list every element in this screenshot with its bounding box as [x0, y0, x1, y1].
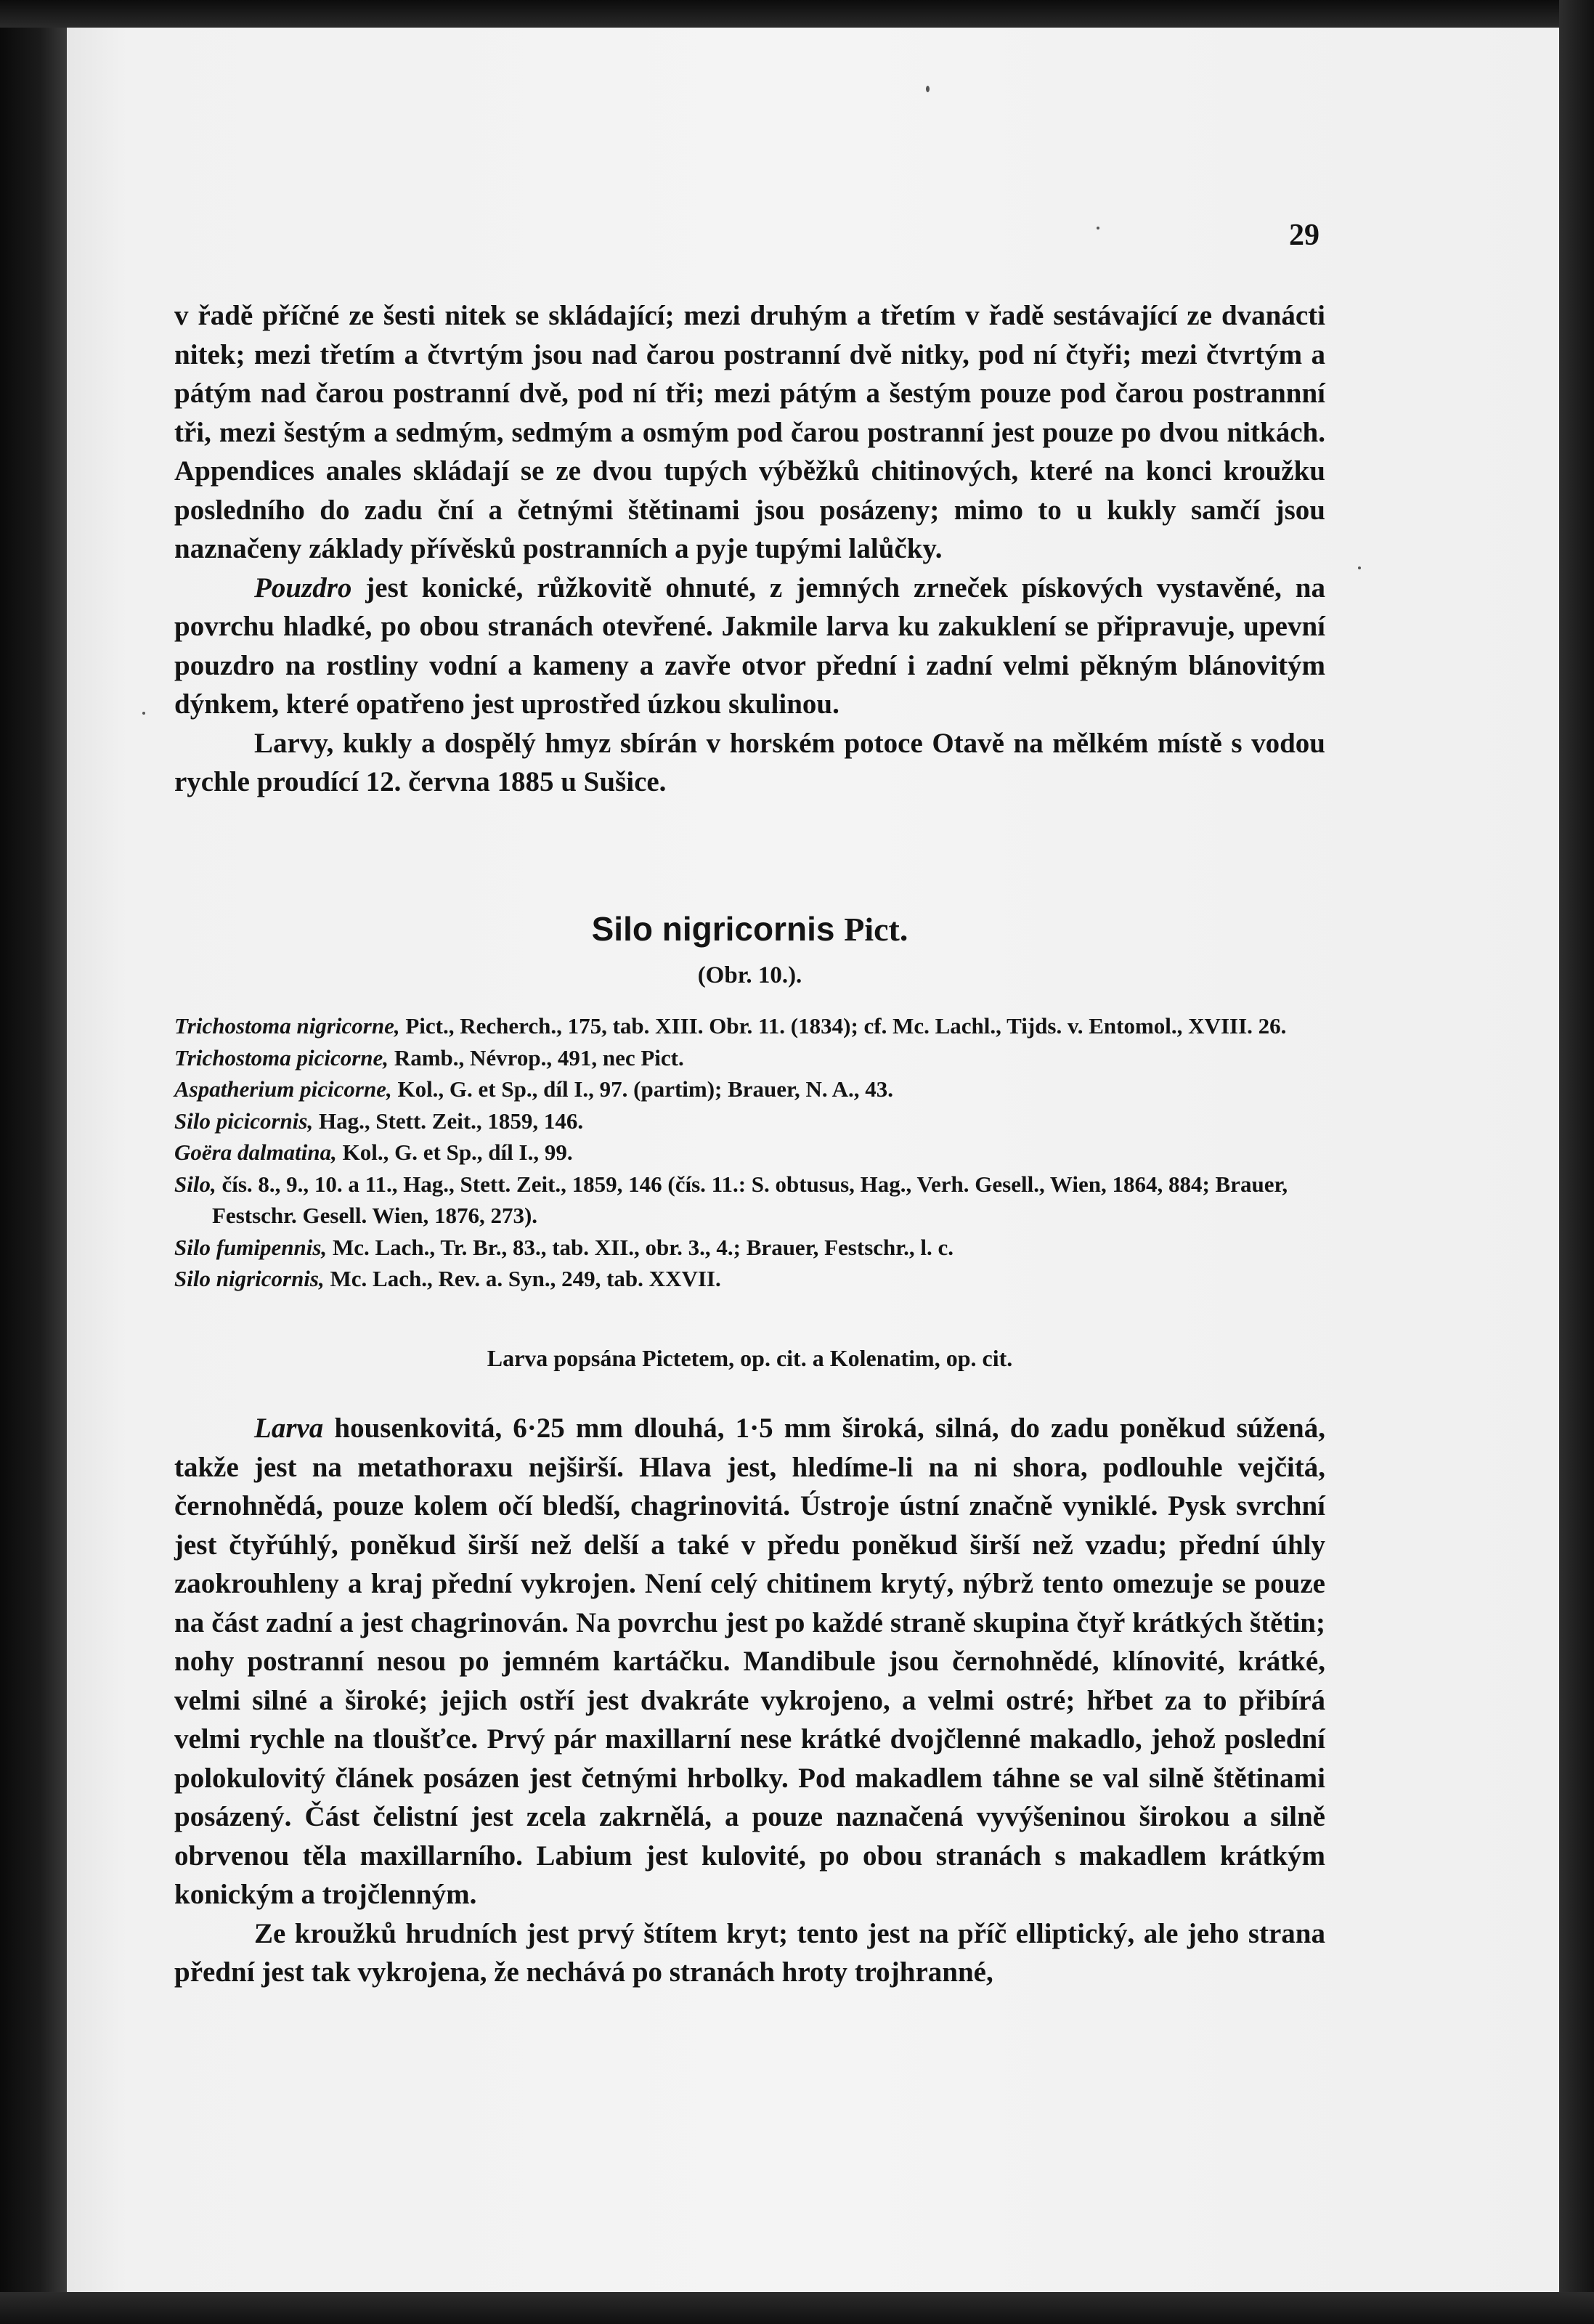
synonym-taxon: Silo fumipennis, [174, 1234, 328, 1260]
scan-shadow-bottom [0, 2292, 1594, 2324]
synonym-citation: Mc. Lach., Rev. a. Syn., 249, tab. XXVII. [324, 1266, 721, 1291]
scan-shadow-right [1559, 0, 1594, 2324]
pouzdro-text: jest konické, růžkovitě ohnuté, z jemných zrneček pískových vystavěné, na povrchu hladké, po obou stranách otevřené. Jakmile larva ku zakuklení se připravuje, upevní pouzdro na rostliny vodní a kameny a zavře otvor přední i zadní velmi pěkným blánovitým dýnkem, které opatřeno jest uprostřed úzkou skulinou. [174, 572, 1325, 720]
pouzdro-term: Pouzdro [254, 572, 352, 604]
synonym-taxon: Silo picicornis, [174, 1108, 314, 1134]
scan-speck [142, 712, 145, 715]
species-heading [174, 909, 1325, 948]
synonym-citation: Mc. Lach., Tr. Br., 83., tab. XII., obr. 3., 4.; Brauer, Festschr., l. c. [327, 1234, 954, 1260]
synonym-citation: čís. 8., 9., 10. a 11., Hag., Stett. Zeit., 1859, 146 (čís. 11.: S. obtusus, Hag., Verh. Gesell., Wien, 1864, 884; Brauer, Festschr. Gesell. Wien, 1876, 273). [212, 1171, 1288, 1228]
synonym-taxon: Trichostoma picicorne, [174, 1044, 389, 1070]
synonymy-list [174, 1010, 1325, 1295]
synonym-entry [174, 1232, 1325, 1264]
larva-text: housenkovitá, 6·25 mm dlouhá, 1·5 mm široká, silná, do zadu poněkud súžená, takže jest na metathoraxu nejširší. Hlava jest, hledíme-li na ni shora, podlouhle vejčitá, černohnědá, pouze kolem očí bledší, chagrinovitá. Ústroje ústní značně vyniklé. Pysk svrchní jest čtyřúhlý, poněkud širší než delší a také v předu poněkud širší než vzadu; přední úhly zaokrouhleny a kraj přední vykrojen. Není celý chitinem krytý, nýbrž tento omezuje se pouze na část zadní a jest chagrinován. Na povrchu jest po každé straně skupina čtyř krátkých štětin; nohy postranní nesou po jemném kartáčku. Mandibule jsou černohnědé, klínovité, krátké, velmi silné a široké; jejich ostří jest dvakráte vykrojeno, a velmi ostré; hřbet za to přibírá velmi rychle na tloušťce. Prvý pár maxillarní nese krátké dvojčlenné makadlo, jehož poslední polokulovitý článek posázen jest četnými hrbolky. Pod makadlem táhne se val silně štětinami posázený. Část čelistní jest zcela zakrnělá, a pouze naznačená vyvýšeninou širokou a silně obrvenou těla maxillarního. Labium jest kulovité, po obou stranách s makadlem krátkým konickým a trojčlenným. [174, 1413, 1325, 1910]
synonym-entry [174, 1073, 1325, 1105]
species-name: Silo nigricornis [591, 910, 835, 948]
scan-speck [1097, 227, 1099, 229]
scan-speck [1358, 566, 1361, 569]
synonym-citation: Kol., G. et Sp., díl I., 99. [336, 1139, 573, 1165]
figure-reference: (Obr. 10.). [697, 962, 802, 988]
synonym-entry [174, 1042, 1325, 1074]
continued-paragraph: v řadě příčné ze šesti nitek se skládající; mezi druhým a třetím v řadě sestávající ze dvanácti nitek; mezi třetím a čtvrtým jsou nad čarou postranní dvě nitky, pod ní čtyři; mezi čtvrtým a pátým nad čarou postranní dvě, pod ní tři; mezi pátým a šestým pouze pod čarou postrannní tři, mezi šestým a sedmým, sedmým a osmým pod čarou postranní jest pouze po dvou nitkách. Appendices anales skládají se ze dvou tupých výběžků chitinových, které na konci kroužku posledního do zadu ční a četnými štětinami jsou posázeny; mimo to u kukly samčí jsou naznačeny základy přívěsků postranních a pyje tupými lalůčky. [174, 300, 1325, 564]
synonym-taxon: Silo, [174, 1171, 216, 1197]
scan-speck [926, 86, 930, 92]
synonym-entry [174, 1169, 1325, 1232]
pouzdro-paragraph [174, 569, 1325, 724]
larvy-paragraph: Larvy, kukly a dospělý hmyz sbírán v horském potoce Otavě na mělkém místě s vodou rychle proudící 12. června 1885 u Sušice. [174, 727, 1325, 797]
synonym-taxon: Goëra dalmatina, [174, 1139, 337, 1165]
synonym-entry [174, 1010, 1325, 1042]
synonym-entry [174, 1263, 1325, 1295]
intro-paragraph-block [174, 296, 1325, 802]
synonym-entry [174, 1137, 1325, 1169]
synonym-citation: Hag., Stett. Zeit., 1859, 146. [313, 1108, 584, 1134]
scan-shadow-left [0, 0, 67, 2324]
synonym-citation: Ramb., Névrop., 491, nec Pict. [389, 1044, 684, 1070]
scan-shadow-top [0, 0, 1594, 28]
species-author: Pict. [844, 911, 908, 948]
larva-description-block [174, 1409, 1325, 1992]
larva-term: Larva [254, 1413, 324, 1444]
description-note: Larva popsána Pictetem, op. cit. a Kolenatim, op. cit. [487, 1345, 1013, 1371]
synonym-taxon: Silo nigricornis, [174, 1266, 325, 1291]
thorax-paragraph: Ze kroužků hrudních jest prvý štítem kryt; tento jest na příč elliptický, ale jeho strana přední jest tak vykrojena, že nechává po stranách hroty trojhranné, [174, 1917, 1325, 1988]
larva-paragraph [174, 1409, 1325, 1914]
synonym-taxon: Trichostoma nigricorne, [174, 1013, 400, 1039]
synonym-citation: Kol., G. et Sp., díl I., 97. (partim); Brauer, N. A., 43. [391, 1076, 894, 1102]
synonym-taxon: Aspatherium picicorne, [174, 1076, 392, 1102]
synonym-citation: Pict., Recherch., 175, tab. XIII. Obr. 11. (1834); cf. Mc. Lachl., Tijds. v. Entomol., XVIII. 26. [399, 1013, 1287, 1039]
synonym-entry [174, 1105, 1325, 1137]
page-number: 29 [1289, 219, 1319, 252]
